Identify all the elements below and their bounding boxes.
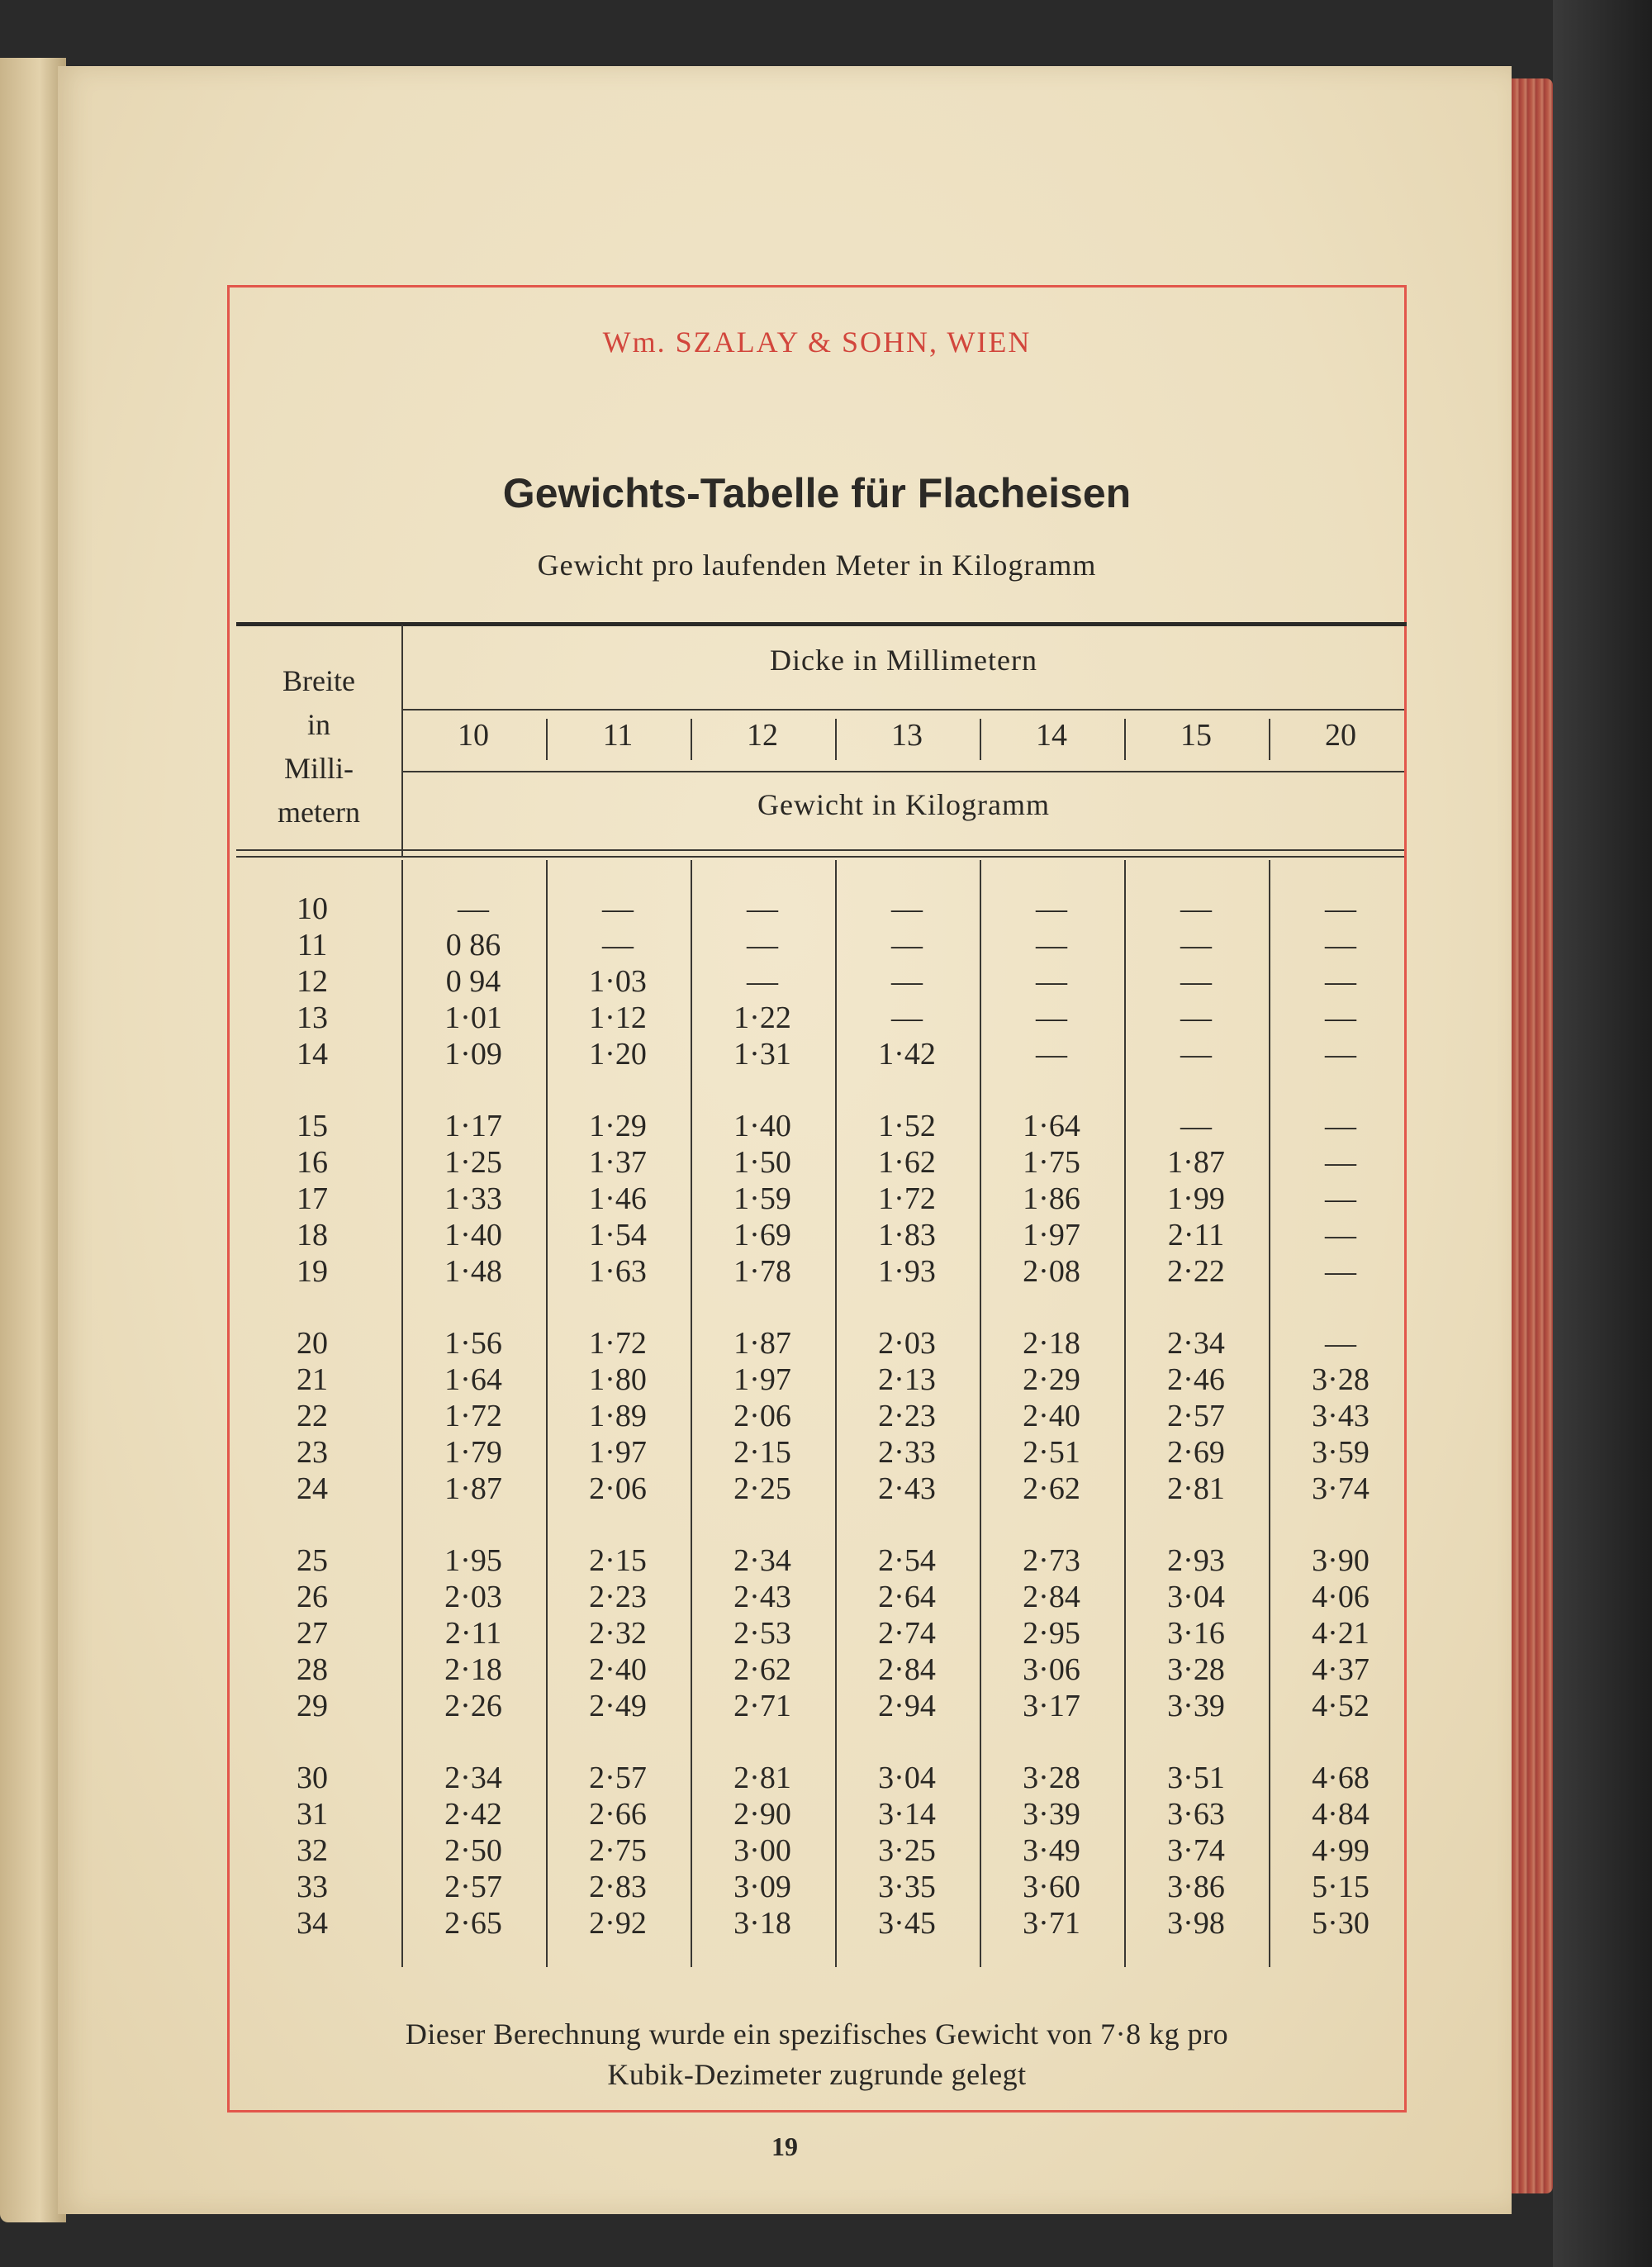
weight-cell: 3·18: [733, 1906, 791, 1941]
weight-cell: —: [1036, 1000, 1067, 1035]
table-row: [230, 891, 1404, 927]
table-row: [230, 963, 1404, 1000]
row-width-cell: 34: [297, 1906, 328, 1941]
weight-cell: 3·74: [1167, 1833, 1225, 1868]
weight-cell: 1·48: [444, 1254, 502, 1289]
weight-cell: —: [747, 928, 778, 962]
table-row: [230, 1144, 1404, 1181]
header-divider: [1269, 719, 1270, 760]
column-header-10: 10: [458, 718, 489, 753]
weight-cell: 1·64: [1023, 1109, 1080, 1143]
column-header-13: 13: [891, 718, 923, 753]
breite-header: Breite in Milli- metern: [278, 664, 360, 829]
weight-cell: —: [458, 891, 489, 926]
book-cover-edge: [1553, 0, 1652, 2267]
weight-cell: 3·90: [1312, 1543, 1370, 1578]
weight-cell: 2·50: [444, 1833, 502, 1868]
publisher-header: Wm. SZALAY & SOHN, WIEN: [602, 326, 1032, 359]
weight-cell: —: [1180, 1109, 1212, 1143]
weight-cell: 2·23: [878, 1399, 936, 1433]
table-row: [230, 1688, 1404, 1724]
weight-cell: 2·65: [444, 1906, 502, 1941]
weight-cell: 2·57: [444, 1870, 502, 1904]
row-width-cell: 15: [297, 1109, 328, 1143]
weight-cell: 1·50: [733, 1145, 791, 1180]
weight-cell: 1·99: [1167, 1181, 1225, 1216]
weight-cell: 2·15: [733, 1435, 791, 1470]
weight-cell: 3·45: [878, 1906, 936, 1941]
table-row: [230, 1398, 1404, 1434]
red-frame: [227, 285, 1407, 2113]
row-width-cell: 26: [297, 1580, 328, 1614]
weight-cell: 2·46: [1167, 1362, 1225, 1397]
table-row: [230, 1253, 1404, 1290]
weight-cell: 3·43: [1312, 1399, 1370, 1433]
weight-cell: 2·83: [589, 1870, 647, 1904]
weight-cell: 1·72: [589, 1326, 647, 1361]
weight-cell: 3·39: [1167, 1689, 1225, 1723]
weight-cell: 3·74: [1312, 1471, 1370, 1506]
row-width-cell: 23: [297, 1435, 328, 1470]
row-width-cell: 10: [297, 891, 328, 926]
weight-cell: 1·33: [444, 1181, 502, 1216]
row-width-cell: 25: [297, 1543, 328, 1578]
weight-cell: 1·89: [589, 1399, 647, 1433]
weight-cell: 2·33: [878, 1435, 936, 1470]
weight-cell: 2·18: [1023, 1326, 1080, 1361]
weight-cell: 2·84: [1023, 1580, 1080, 1614]
weight-cell: 1·46: [589, 1181, 647, 1216]
row-width-cell: 18: [297, 1218, 328, 1252]
table-row: [230, 1471, 1404, 1507]
table-row: [230, 1000, 1404, 1036]
dicke-header: Dicke in Millimetern: [770, 644, 1037, 677]
weight-cell: 2·34: [1167, 1326, 1225, 1361]
page-number: 19: [771, 2132, 798, 2161]
weight-cell: 1·17: [444, 1109, 502, 1143]
table-row: [230, 1579, 1404, 1615]
weight-cell: —: [602, 891, 634, 926]
weight-cell: 4·21: [1312, 1616, 1370, 1651]
weight-cell: 4·99: [1312, 1833, 1370, 1868]
weight-cell: 2·90: [733, 1797, 791, 1832]
weight-cell: 2·54: [878, 1543, 936, 1578]
weight-cell: 2·57: [1167, 1399, 1225, 1433]
weight-cell: 2·08: [1023, 1254, 1080, 1289]
weight-cell: 1·86: [1023, 1181, 1080, 1216]
weight-cell: 2·51: [1023, 1435, 1080, 1470]
column-header-14: 14: [1036, 718, 1067, 753]
table-row: [230, 1362, 1404, 1398]
weight-cell: 1·20: [589, 1037, 647, 1072]
table-row: [230, 1108, 1404, 1144]
weight-cell: —: [1325, 964, 1356, 999]
header-divider: [835, 719, 837, 760]
weight-cell: 1·72: [878, 1181, 936, 1216]
row-width-cell: 24: [297, 1471, 328, 1506]
header-bottom-rule-1: [236, 849, 1404, 851]
weight-cell: —: [1325, 1037, 1356, 1072]
weight-cell: —: [1325, 1326, 1356, 1361]
weight-cell: 1·25: [444, 1145, 502, 1180]
weight-cell: —: [1036, 964, 1067, 999]
weight-cell: 1·72: [444, 1399, 502, 1433]
header-divider: [1124, 719, 1126, 760]
weight-cell: 2·53: [733, 1616, 791, 1651]
column-header-11: 11: [602, 718, 634, 753]
weight-cell: 2·92: [589, 1906, 647, 1941]
weight-cell: —: [1325, 928, 1356, 962]
weight-cell: 1·75: [1023, 1145, 1080, 1180]
row-width-cell: 30: [297, 1761, 328, 1795]
row-width-cell: 19: [297, 1254, 328, 1289]
weight-cell: 2·57: [589, 1761, 647, 1795]
weight-cell: 2·23: [589, 1580, 647, 1614]
gewicht-header: Gewicht in Kilogramm: [757, 788, 1050, 821]
weight-cell: 2·43: [733, 1580, 791, 1614]
header-divider: [546, 719, 548, 760]
weight-cell: 2·75: [589, 1833, 647, 1868]
weight-cell: 1·01: [444, 1000, 502, 1035]
weight-cell: 3·25: [878, 1833, 936, 1868]
weight-cell: 4·52: [1312, 1689, 1370, 1723]
weight-cell: —: [891, 1000, 923, 1035]
row-width-cell: 32: [297, 1833, 328, 1868]
table-row: [230, 1325, 1404, 1362]
column-header-15: 15: [1180, 718, 1212, 753]
weight-cell: 2·13: [878, 1362, 936, 1397]
weight-cell: 3·04: [878, 1761, 936, 1795]
weight-cell: —: [891, 964, 923, 999]
weight-cell: 3·16: [1167, 1616, 1225, 1651]
weight-cell: 3·71: [1023, 1906, 1080, 1941]
weight-cell: 1·97: [733, 1362, 791, 1397]
weight-cell: 1·97: [1023, 1218, 1080, 1252]
weight-cell: 1·31: [733, 1037, 791, 1072]
row-width-cell: 28: [297, 1652, 328, 1687]
weight-cell: 1·83: [878, 1218, 936, 1252]
weight-cell: 5·30: [1312, 1906, 1370, 1941]
weight-cell: 4·68: [1312, 1761, 1370, 1795]
weight-cell: 3·00: [733, 1833, 791, 1868]
table-row: [230, 1181, 1404, 1217]
weight-cell: 2·94: [878, 1689, 936, 1723]
weight-cell: 1·22: [733, 1000, 791, 1035]
weight-cell: 3·04: [1167, 1580, 1225, 1614]
weight-cell: 1·69: [733, 1218, 791, 1252]
weight-cell: 3·28: [1312, 1362, 1370, 1397]
row-width-cell: 12: [297, 964, 328, 999]
weight-cell: 2·95: [1023, 1616, 1080, 1651]
breite-divider: [401, 625, 403, 856]
row-width-cell: 33: [297, 1870, 328, 1904]
table-row: [230, 1796, 1404, 1832]
weight-cell: 3·17: [1023, 1689, 1080, 1723]
table-row: [230, 1905, 1404, 1941]
weight-cell: 2·40: [1023, 1399, 1080, 1433]
weight-cell: 3·86: [1167, 1870, 1225, 1904]
header-bottom-rule-2: [236, 856, 1404, 858]
weight-cell: —: [891, 891, 923, 926]
weight-cell: —: [1325, 1000, 1356, 1035]
weight-cell: 2·81: [1167, 1471, 1225, 1506]
table-row: [230, 1869, 1404, 1905]
weight-cell: 2·15: [589, 1543, 647, 1578]
weight-cell: 1·64: [444, 1362, 502, 1397]
weight-cell: 1·93: [878, 1254, 936, 1289]
weight-cell: 1·62: [878, 1145, 936, 1180]
page-subtitle: Gewicht pro laufenden Meter in Kilogramm: [537, 549, 1097, 582]
weight-cell: 2·62: [1023, 1471, 1080, 1506]
weight-cell: —: [1036, 1037, 1067, 1072]
weight-cell: 1·56: [444, 1326, 502, 1361]
weight-cell: 3·49: [1023, 1833, 1080, 1868]
table-row: [230, 1542, 1404, 1579]
weight-cell: —: [602, 928, 634, 962]
column-header-20: 20: [1325, 718, 1356, 753]
weight-cell: —: [1036, 928, 1067, 962]
weight-cell: —: [1180, 891, 1212, 926]
weight-cell: 1·42: [878, 1037, 936, 1072]
row-width-cell: 16: [297, 1145, 328, 1180]
weight-cell: 4·84: [1312, 1797, 1370, 1832]
weight-cell: 0 94: [445, 964, 501, 999]
weight-cell: 2·11: [1167, 1218, 1225, 1252]
row-width-cell: 17: [297, 1181, 328, 1216]
footnote: Dieser Berechnung wurde ein spezifisches Gewicht von 7·8 kg pro Kubik-Dezimeter zugrunde gelegt: [405, 2017, 1229, 2091]
weight-cell: 3·09: [733, 1870, 791, 1904]
weight-cell: 2·62: [733, 1652, 791, 1687]
weight-cell: —: [747, 964, 778, 999]
weight-cell: 3·98: [1167, 1906, 1225, 1941]
weight-cell: —: [891, 928, 923, 962]
weight-cell: 2·06: [589, 1471, 647, 1506]
weight-cell: 1·40: [733, 1109, 791, 1143]
weight-cell: —: [1180, 1000, 1212, 1035]
weight-cell: 1·29: [589, 1109, 647, 1143]
weight-cell: 1·52: [878, 1109, 936, 1143]
table-row: [230, 1652, 1404, 1688]
weight-cell: —: [1180, 1037, 1212, 1072]
weight-cell: 3·51: [1167, 1761, 1225, 1795]
weight-cell: —: [1325, 891, 1356, 926]
weight-cell: 1·80: [589, 1362, 647, 1397]
weight-cell: 2·32: [589, 1616, 647, 1651]
weight-cell: 2·69: [1167, 1435, 1225, 1470]
weight-cell: 1·37: [589, 1145, 647, 1180]
weight-cell: —: [1180, 964, 1212, 999]
weight-cell: 3·28: [1023, 1761, 1080, 1795]
weight-cell: 2·73: [1023, 1543, 1080, 1578]
weight-cell: 2·18: [444, 1652, 502, 1687]
row-width-cell: 20: [297, 1326, 328, 1361]
weight-cell: —: [1325, 1181, 1356, 1216]
weight-cell: 2·81: [733, 1761, 791, 1795]
weight-cell: 2·29: [1023, 1362, 1080, 1397]
table-row: [230, 1217, 1404, 1253]
table-row: [230, 1832, 1404, 1869]
weight-cell: 2·25: [733, 1471, 791, 1506]
weight-cell: 2·11: [444, 1616, 502, 1651]
weight-cell: 3·59: [1312, 1435, 1370, 1470]
header-divider: [691, 719, 692, 760]
row-width-cell: 14: [297, 1037, 328, 1072]
weight-cell: 3·63: [1167, 1797, 1225, 1832]
weight-cell: 1·54: [589, 1218, 647, 1252]
weight-cell: 3·39: [1023, 1797, 1080, 1832]
page-title: Gewichts-Tabelle für Flacheisen: [502, 470, 1132, 516]
weight-cell: —: [1325, 1145, 1356, 1180]
weight-cell: —: [1180, 928, 1212, 962]
header-divider: [980, 719, 981, 760]
weight-cell: 1·95: [444, 1543, 502, 1578]
row-width-cell: 21: [297, 1362, 328, 1397]
weight-cell: 2·49: [589, 1689, 647, 1723]
weight-cell: —: [747, 891, 778, 926]
row-width-cell: 22: [297, 1399, 328, 1433]
weight-cell: 1·40: [444, 1218, 502, 1252]
weight-cell: 2·93: [1167, 1543, 1225, 1578]
table-top-rule: [236, 622, 1407, 626]
weight-cell: 1·03: [589, 964, 647, 999]
weight-cell: —: [1325, 1109, 1356, 1143]
row-width-cell: 31: [297, 1797, 328, 1832]
weight-cell: 2·74: [878, 1616, 936, 1651]
row-width-cell: 13: [297, 1000, 328, 1035]
weight-cell: 1·78: [733, 1254, 791, 1289]
book-page: [58, 66, 1512, 2214]
table-row: [230, 1036, 1404, 1072]
weight-cell: 1·87: [1167, 1145, 1225, 1180]
weight-cell: 2·06: [733, 1399, 791, 1433]
weight-cell: 0 86: [445, 928, 501, 962]
weight-cell: 1·09: [444, 1037, 502, 1072]
column-header-12: 12: [747, 718, 778, 753]
row-width-cell: 27: [297, 1616, 328, 1651]
weight-cell: 3·60: [1023, 1870, 1080, 1904]
weight-cell: 2·34: [733, 1543, 791, 1578]
weight-cell: 1·12: [589, 1000, 647, 1035]
weight-cell: 1·97: [589, 1435, 647, 1470]
weight-cell: 2·40: [589, 1652, 647, 1687]
weight-cell: 2·64: [878, 1580, 936, 1614]
weight-cell: —: [1325, 1218, 1356, 1252]
weight-cell: 1·79: [444, 1435, 502, 1470]
page-stack-edges: [1512, 78, 1553, 2193]
weight-cell: 2·43: [878, 1471, 936, 1506]
table-row: [230, 1434, 1404, 1471]
table-row: [230, 1760, 1404, 1796]
table-row: [230, 927, 1404, 963]
weight-cell: 3·14: [878, 1797, 936, 1832]
weight-cell: 3·28: [1167, 1652, 1225, 1687]
weight-cell: 2·66: [589, 1797, 647, 1832]
gewicht-rule: [403, 771, 1404, 772]
row-width-cell: 29: [297, 1689, 328, 1723]
weight-cell: 1·63: [589, 1254, 647, 1289]
weight-cell: 2·34: [444, 1761, 502, 1795]
left-page-edge: [0, 58, 66, 2222]
weight-cell: 4·06: [1312, 1580, 1370, 1614]
weight-cell: 1·59: [733, 1181, 791, 1216]
weight-cell: —: [1325, 1254, 1356, 1289]
weight-cell: 2·84: [878, 1652, 936, 1687]
weight-cell: 4·37: [1312, 1652, 1370, 1687]
weight-cell: 2·03: [444, 1580, 502, 1614]
weight-cell: 2·42: [444, 1797, 502, 1832]
weight-cell: 2·22: [1167, 1254, 1225, 1289]
weight-cell: 3·06: [1023, 1652, 1080, 1687]
weight-cell: 1·87: [444, 1471, 502, 1506]
row-width-cell: 11: [297, 928, 328, 962]
weight-cell: 2·26: [444, 1689, 502, 1723]
weight-cell: 1·87: [733, 1326, 791, 1361]
weight-cell: 5·15: [1312, 1870, 1370, 1904]
weight-cell: —: [1036, 891, 1067, 926]
weight-cell: 2·71: [733, 1689, 791, 1723]
weight-cell: 3·35: [878, 1870, 936, 1904]
weight-cell: 2·03: [878, 1326, 936, 1361]
dicke-rule: [403, 709, 1404, 711]
table-row: [230, 1615, 1404, 1652]
